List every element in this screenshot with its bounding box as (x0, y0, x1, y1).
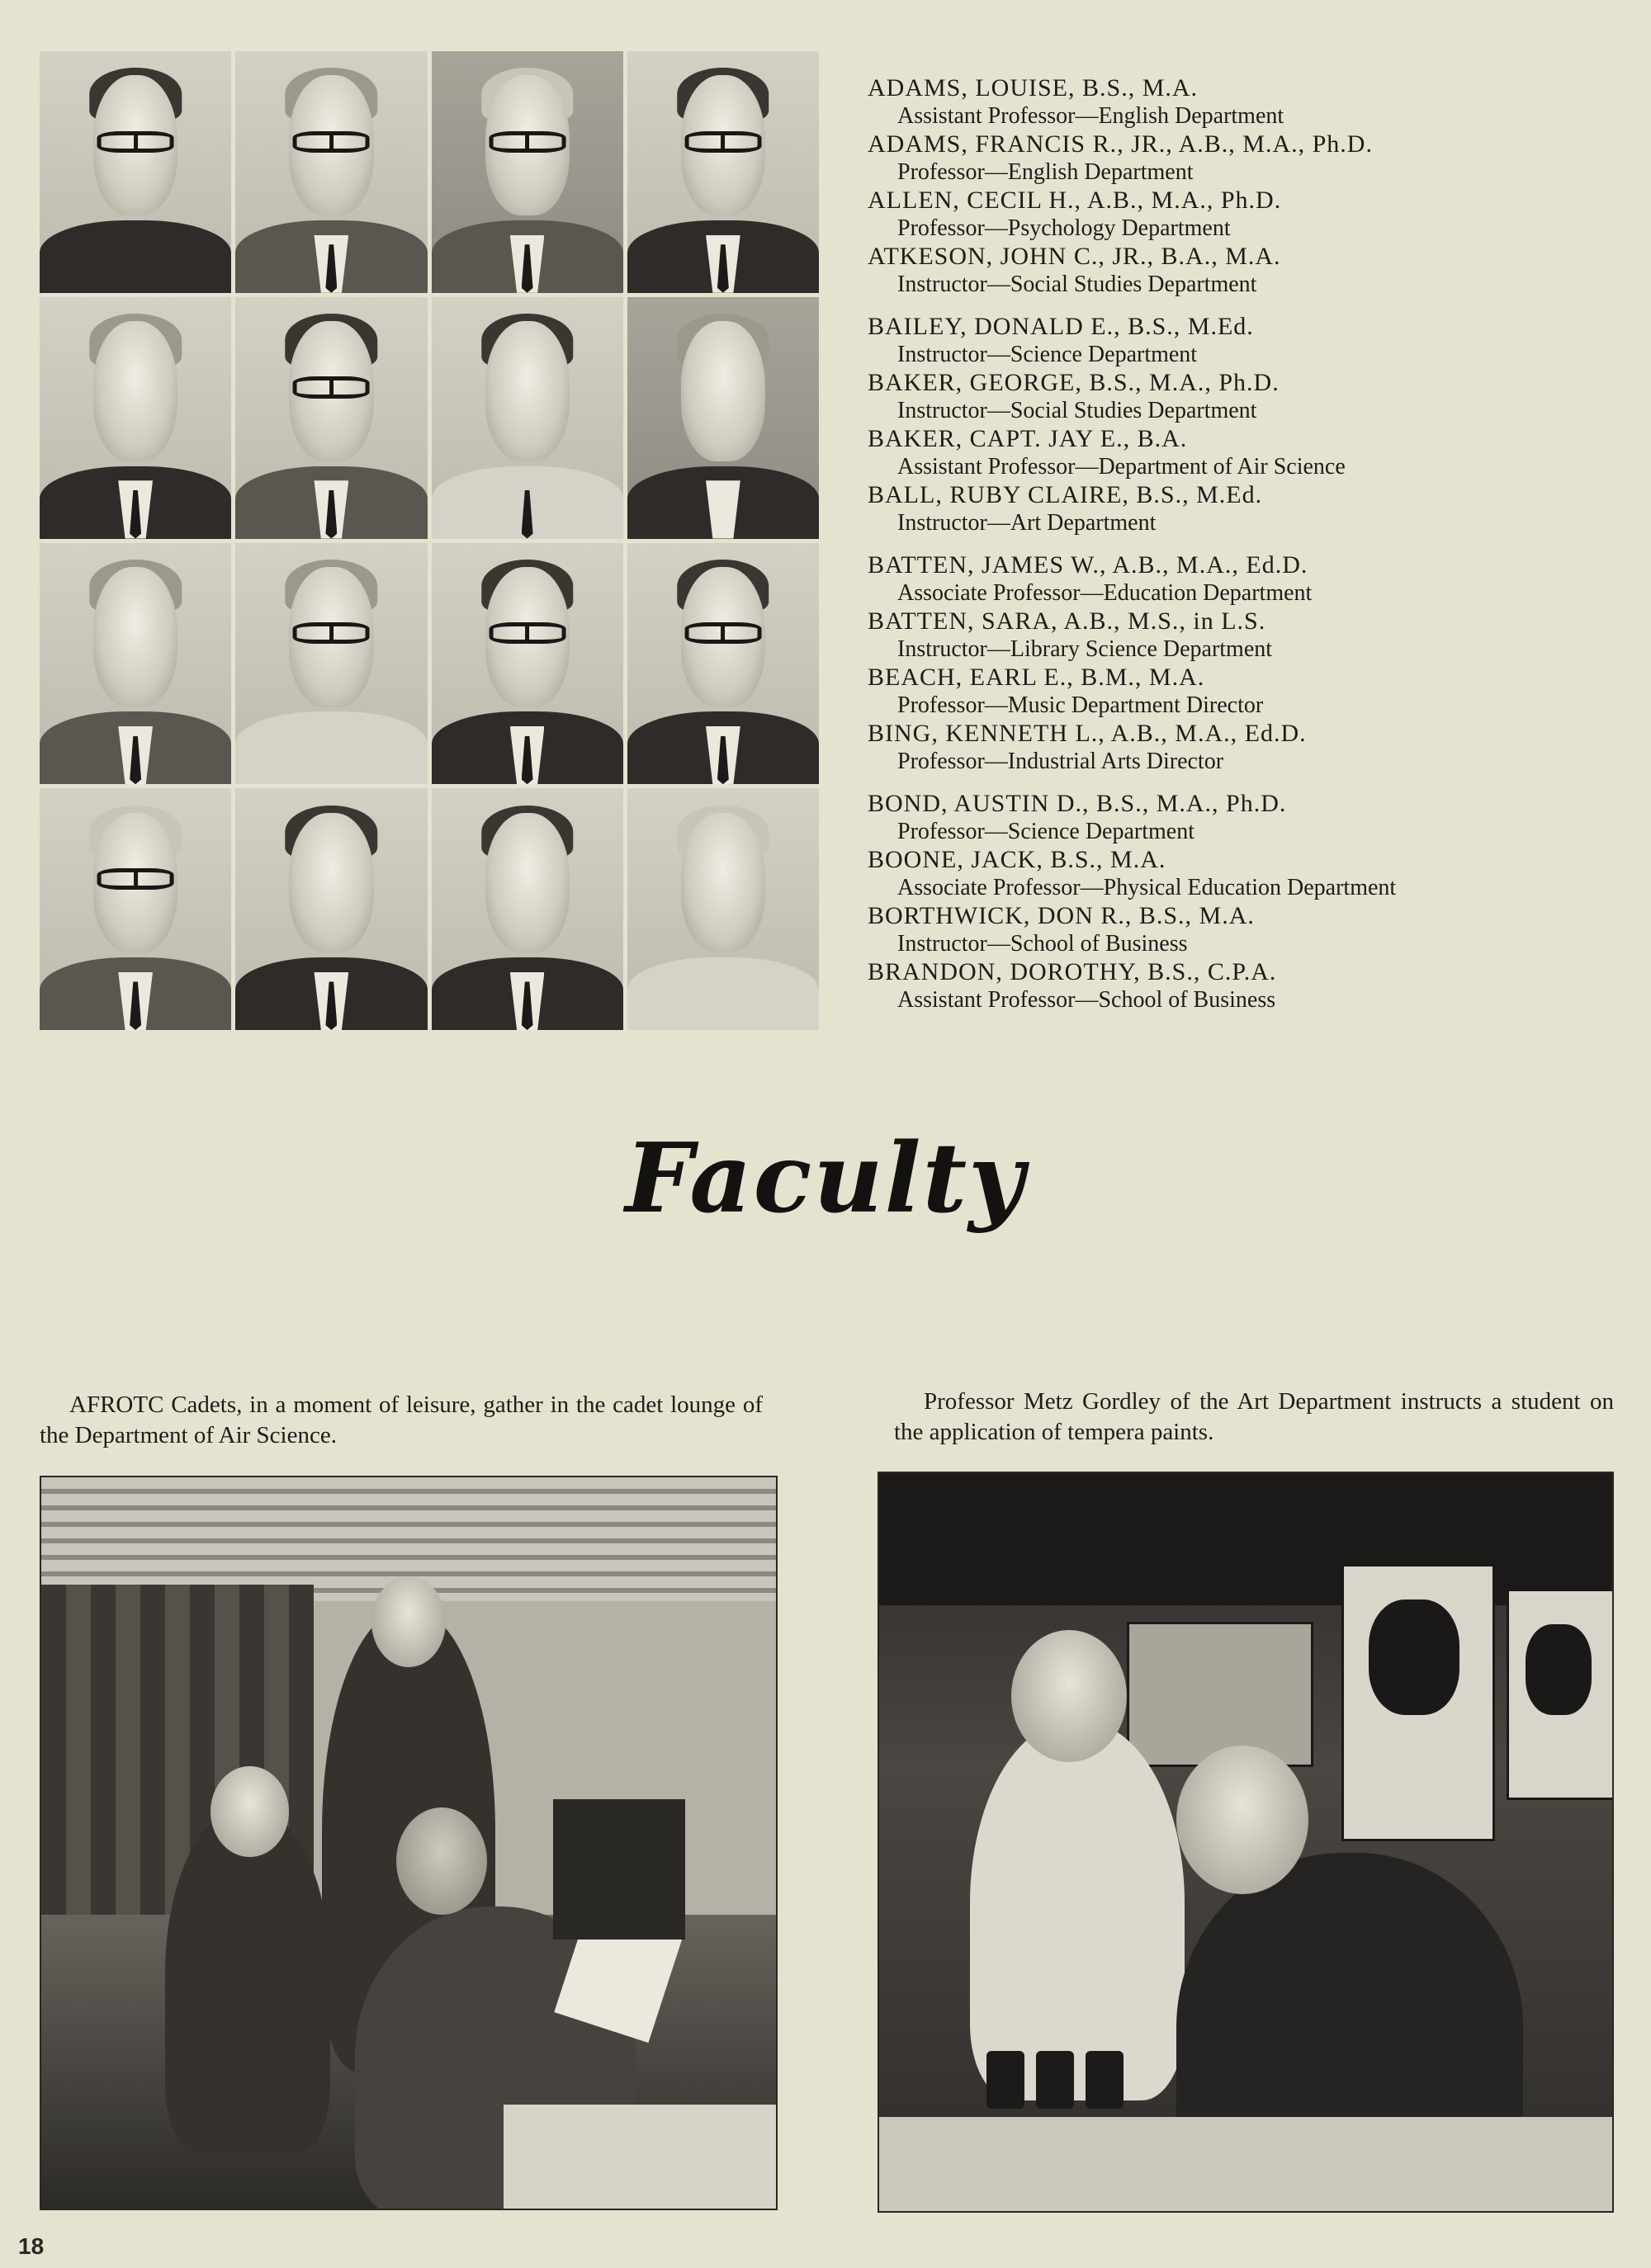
faculty-name: BATTEN, JAMES W., A.B., M.A., Ed.D. (868, 551, 1308, 579)
faculty-portrait-grid (40, 51, 819, 1030)
faculty-name: ALLEN, CECIL H., A.B., M.A., Ph.D. (868, 187, 1282, 214)
directory-group (868, 313, 1611, 537)
faculty-title: Instructor—Science Department (897, 342, 1198, 367)
faculty-title: Associate Professor—Physical Education Department (897, 875, 1397, 900)
faculty-title: Instructor—Library Science Department (897, 636, 1273, 662)
portrait-bing-kenneth (627, 543, 819, 785)
faculty-name: BOONE, JACK, B.S., M.A. (868, 846, 1166, 873)
portrait-atkeson-john (627, 51, 819, 293)
section-title: Faculty (625, 1122, 1026, 1235)
faculty-title: Professor—Science Department (897, 819, 1194, 844)
faculty-name: BRANDON, DOROTHY, B.S., C.P.A. (868, 958, 1277, 985)
faculty-title: Professor—English Department (897, 159, 1194, 185)
portrait-bond-austin (40, 788, 231, 1030)
faculty-name: BING, KENNETH L., A.B., M.A., Ed.D. (868, 720, 1307, 747)
portrait-batten-sara (235, 543, 427, 785)
faculty-name: ATKESON, JOHN C., JR., B.A., M.A. (868, 243, 1281, 270)
directory-group (868, 551, 1611, 776)
faculty-name: BAILEY, DONALD E., B.S., M.Ed. (868, 313, 1254, 340)
faculty-name: BALL, RUBY CLAIRE, B.S., M.Ed. (868, 481, 1263, 508)
portrait-ball-ruby (627, 297, 819, 539)
faculty-title: Professor—Psychology Department (897, 215, 1231, 241)
faculty-title: Assistant Professor—School of Business (897, 987, 1276, 1013)
directory-group (868, 790, 1611, 1014)
portrait-borthwick-don (432, 788, 623, 1030)
portrait-adams-francis (235, 51, 427, 293)
portrait-adams-louise (40, 51, 231, 293)
portrait-baker-george (235, 297, 427, 539)
portrait-beach-earl (432, 543, 623, 785)
faculty-directory (868, 74, 1611, 1028)
photo-cadet-lounge (40, 1476, 778, 2210)
portrait-batten-james (40, 543, 231, 785)
caption-afrotc-cadets: AFROTC Cadets, in a moment of leisure, gather in the cadet lounge of the Department of Air Science. (40, 1392, 763, 1448)
faculty-title: Assistant Professor—English Department (897, 103, 1284, 129)
faculty-name: ADAMS, FRANCIS R., JR., A.B., M.A., Ph.D. (868, 130, 1373, 158)
faculty-title: Instructor—School of Business (897, 931, 1188, 957)
photo-art-instruction (878, 1472, 1614, 2213)
faculty-name: BATTEN, SARA, A.B., M.S., in L.S. (868, 607, 1266, 635)
faculty-title: Instructor—Social Studies Department (897, 272, 1257, 297)
faculty-title: Instructor—Art Department (897, 510, 1157, 536)
faculty-name: BORTHWICK, DON R., B.S., M.A. (868, 902, 1255, 929)
faculty-name: BAKER, GEORGE, B.S., M.A., Ph.D. (868, 369, 1280, 396)
faculty-name: BAKER, CAPT. JAY E., B.A. (868, 425, 1188, 452)
directory-group (868, 74, 1611, 299)
portrait-bailey-donald (40, 297, 231, 539)
faculty-title: Professor—Industrial Arts Director (897, 749, 1224, 774)
faculty-title: Professor—Music Department Director (897, 692, 1264, 718)
faculty-name: BEACH, EARL E., B.M., M.A. (868, 664, 1205, 691)
page-number: 18 (18, 2233, 45, 2259)
faculty-title: Assistant Professor—Department of Air Science (897, 454, 1346, 480)
faculty-name: BOND, AUSTIN D., B.S., M.A., Ph.D. (868, 790, 1287, 817)
faculty-title: Associate Professor—Education Department (897, 580, 1313, 606)
faculty-title: Instructor—Social Studies Department (897, 398, 1257, 423)
portrait-baker-jay (432, 297, 623, 539)
portrait-brandon-dorothy (627, 788, 819, 1030)
caption-art-department: Professor Metz Gordley of the Art Department instructs a student on the application of tempera paints. (894, 1388, 1614, 1445)
portrait-boone-jack (235, 788, 427, 1030)
portrait-allen-cecil (432, 51, 623, 293)
faculty-name: ADAMS, LOUISE, B.S., M.A. (868, 74, 1199, 102)
